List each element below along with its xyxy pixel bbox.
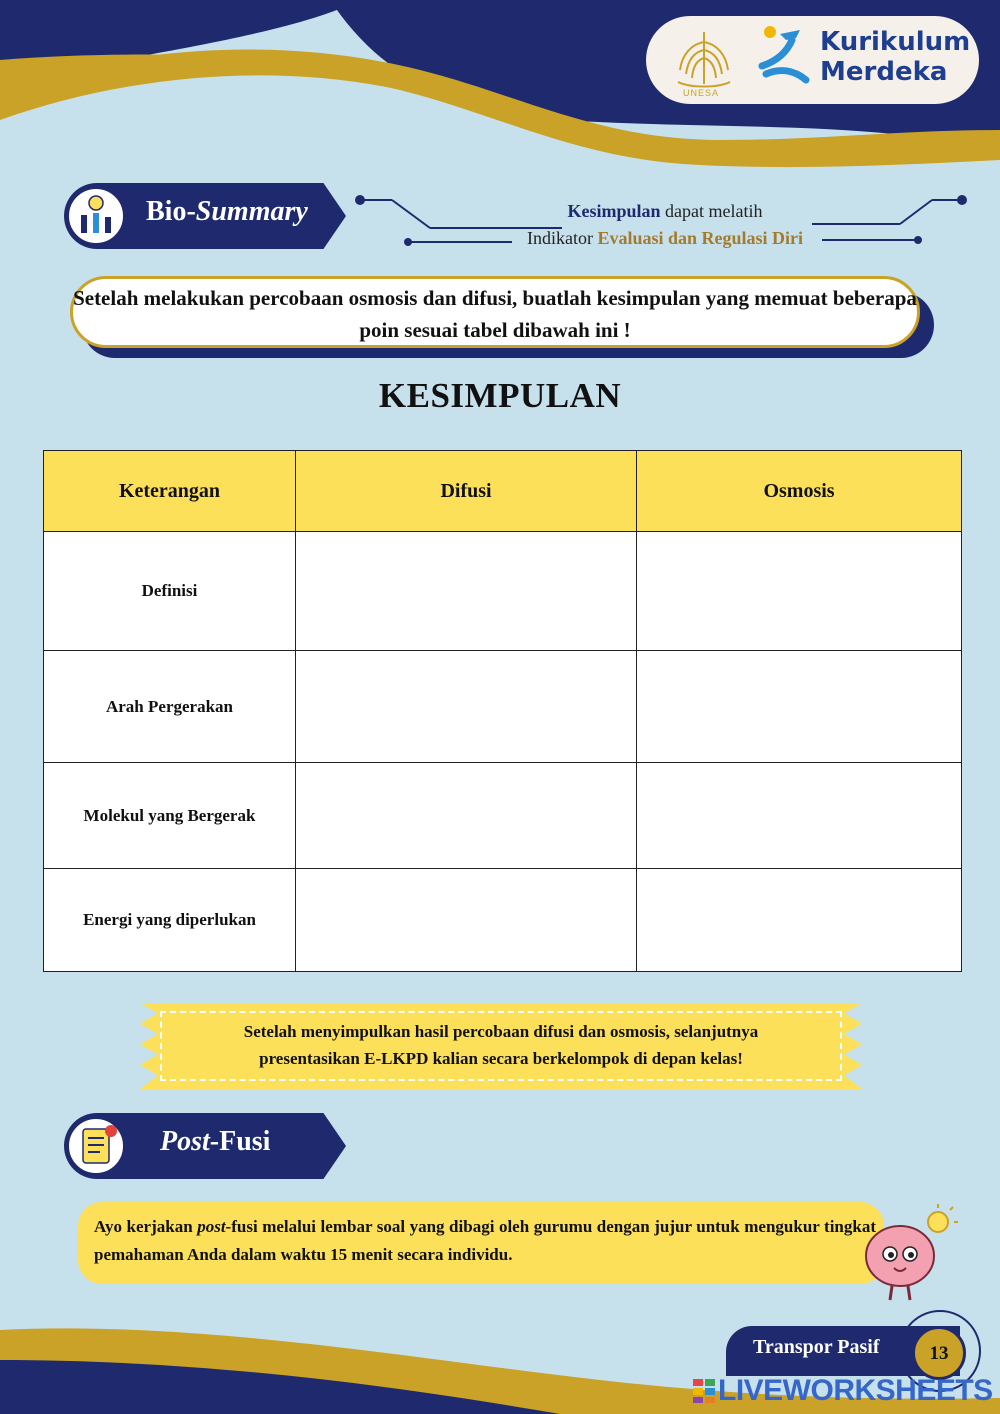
checklist-icon xyxy=(66,1116,126,1176)
page-title: KESIMPULAN xyxy=(378,376,622,415)
post-fusi-title: Post-Fusi xyxy=(160,1126,271,1157)
table-row xyxy=(44,651,962,763)
brain-mascot-icon xyxy=(850,1200,962,1310)
liveworksheets-watermark: LIVEWORKSHEETS xyxy=(718,1374,993,1407)
liveworksheets-logo-icon xyxy=(693,1379,715,1403)
unesa-label: UNESA xyxy=(683,88,720,98)
row-label: Arah Pergerakan xyxy=(44,651,296,763)
header-osmosis: Osmosis xyxy=(637,451,962,532)
presentation-note: Setelah menyimpulkan hasil percobaan difusi dan osmosis, selanjutnya presentasikan E-LKPD kalian secara berkelompok di depan kelas! xyxy=(160,1011,842,1081)
conclusion-table xyxy=(43,450,962,972)
row-label: Molekul yang Bergerak xyxy=(44,763,296,869)
row-label: Energi yang diperlukan xyxy=(44,869,296,972)
kurikulum-merdeka-label: Kurikulum Merdeka xyxy=(820,27,971,87)
table-header-row xyxy=(44,451,962,532)
answer-cell-osmosis[interactable] xyxy=(637,532,962,651)
instruction-box: Setelah melakukan percobaan osmosis dan difusi, buatlah kesimpulan yang memuat beberapa poin sesuai tabel dibawah ini ! xyxy=(70,276,920,348)
answer-cell-osmosis[interactable] xyxy=(637,869,962,972)
team-illustration-icon xyxy=(66,186,126,246)
answer-cell-difusi[interactable] xyxy=(296,532,637,651)
header-keterangan: Keterangan xyxy=(44,451,296,532)
answer-cell-difusi[interactable] xyxy=(296,763,637,869)
indicator-text: Kesimpulan dapat melatih Indikator Evaluasi dan Regulasi Diri xyxy=(526,201,804,248)
bio-summary-title: Bio-Summary xyxy=(146,196,308,227)
table-row xyxy=(44,869,962,972)
answer-cell-osmosis[interactable] xyxy=(637,763,962,869)
table-row xyxy=(44,532,962,651)
kurikulum-merdeka-logo-icon xyxy=(756,24,812,86)
footer-topic: Transpor Pasif xyxy=(753,1336,880,1358)
table-row xyxy=(44,763,962,869)
answer-cell-osmosis[interactable] xyxy=(637,651,962,763)
page-number: 13 xyxy=(912,1326,966,1380)
answer-cell-difusi[interactable] xyxy=(296,869,637,972)
header-difusi: Difusi xyxy=(296,451,637,532)
post-fusi-text: Ayo kerjakan post-fusi melalui lembar soal yang dibagi oleh gurumu dengan jujur untuk mengukur tingkat pemahaman Anda dalam waktu 15 menit secara individu. xyxy=(94,1217,876,1264)
row-label: Definisi xyxy=(44,532,296,651)
answer-cell-difusi[interactable] xyxy=(296,651,637,763)
